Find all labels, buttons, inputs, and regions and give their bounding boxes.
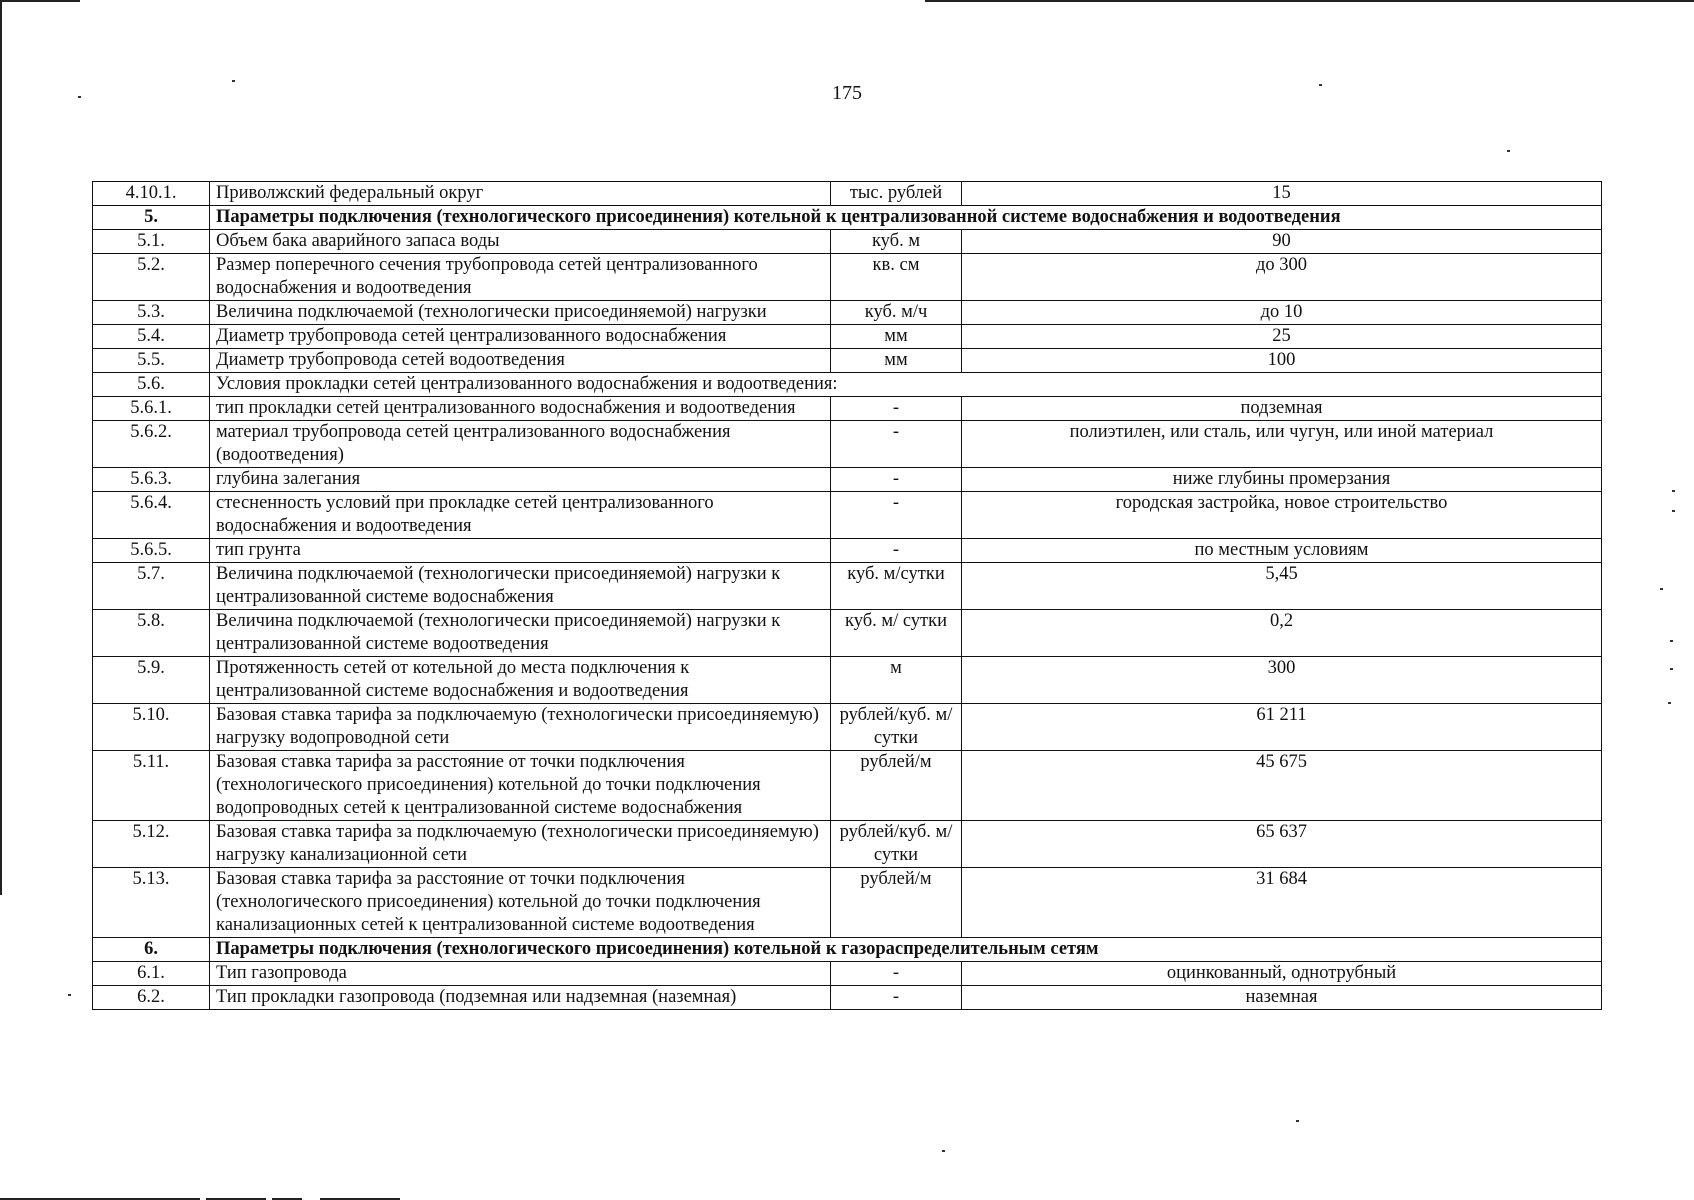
row-number: 5.6.4. bbox=[93, 492, 210, 539]
unit-cell: мм bbox=[831, 325, 962, 349]
row-number: 5.12. bbox=[93, 821, 210, 868]
parameter-name: Тип газопровода bbox=[210, 962, 831, 986]
row-number: 5.6.3. bbox=[93, 468, 210, 492]
parameter-name: Размер поперечного сечения трубопровода сетей централизованного водоснабжения и водоотведения bbox=[210, 254, 831, 301]
parameter-name: Базовая ставка тарифа за расстояние от точки подключения (технологического присоединения) котельной до точки подключения водопроводных сетей к централизованной системе водоснабжения bbox=[210, 751, 831, 821]
value-cell: до 10 bbox=[962, 301, 1602, 325]
unit-cell: - bbox=[831, 397, 962, 421]
row-number: 5.6. bbox=[93, 373, 210, 397]
section-number: 5. bbox=[93, 206, 210, 230]
row-number: 5.9. bbox=[93, 657, 210, 704]
value-cell: 90 bbox=[962, 230, 1602, 254]
table-row bbox=[93, 986, 1602, 1010]
scan-speck bbox=[1670, 668, 1673, 670]
parameters-table bbox=[92, 181, 1602, 1010]
table-row bbox=[93, 704, 1602, 751]
table-row bbox=[93, 657, 1602, 704]
unit-cell: куб. м/сутки bbox=[831, 563, 962, 610]
value-cell: 25 bbox=[962, 325, 1602, 349]
value-cell: 65 637 bbox=[962, 821, 1602, 868]
parameter-name: Базовая ставка тарифа за расстояние от точки подключения (технологического присоединения) котельной до точки подключения канализационных сетей к централизованной системе водоотведения bbox=[210, 868, 831, 938]
scan-speck bbox=[1507, 150, 1510, 152]
scan-speck bbox=[1296, 1120, 1299, 1122]
scan-speck bbox=[1672, 490, 1675, 492]
table-row bbox=[93, 182, 1602, 206]
unit-cell: - bbox=[831, 962, 962, 986]
table-row bbox=[93, 539, 1602, 563]
unit-cell: - bbox=[831, 986, 962, 1010]
parameter-name: Приволжский федеральный округ bbox=[210, 182, 831, 206]
parameter-name: глубина залегания bbox=[210, 468, 831, 492]
unit-cell: рублей/куб. м/сутки bbox=[831, 704, 962, 751]
parameter-name: Протяженность сетей от котельной до места подключения к централизованной системе водоснабжения и водоотведения bbox=[210, 657, 831, 704]
value-cell: наземная bbox=[962, 986, 1602, 1010]
value-cell: полиэтилен, или сталь, или чугун, или иной материал bbox=[962, 421, 1602, 468]
table-row bbox=[93, 397, 1602, 421]
table-body bbox=[93, 182, 1602, 1010]
table-row bbox=[93, 468, 1602, 492]
value-cell: 100 bbox=[962, 349, 1602, 373]
table-row bbox=[93, 349, 1602, 373]
row-number: 5.4. bbox=[93, 325, 210, 349]
table-row bbox=[93, 421, 1602, 468]
value-cell: ниже глубины промерзания bbox=[962, 468, 1602, 492]
parameter-name: Величина подключаемой (технологически присоединяемой) нагрузки bbox=[210, 301, 831, 325]
row-number: 5.13. bbox=[93, 868, 210, 938]
unit-cell: - bbox=[831, 492, 962, 539]
unit-cell: кв. см bbox=[831, 254, 962, 301]
table-row bbox=[93, 492, 1602, 539]
unit-cell: мм bbox=[831, 349, 962, 373]
value-cell: 5,45 bbox=[962, 563, 1602, 610]
unit-cell: куб. м/ч bbox=[831, 301, 962, 325]
table-row bbox=[93, 821, 1602, 868]
unit-cell: - bbox=[831, 539, 962, 563]
section-title: Параметры подключения (технологического присоединения) котельной к централизованной системе водоснабжения и водоотведения bbox=[210, 206, 1602, 230]
value-cell: по местным условиям bbox=[962, 539, 1602, 563]
parameter-name: Объем бака аварийного запаса воды bbox=[210, 230, 831, 254]
row-number: 5.2. bbox=[93, 254, 210, 301]
table-row bbox=[93, 301, 1602, 325]
value-cell: 15 bbox=[962, 182, 1602, 206]
row-number: 5.6.1. bbox=[93, 397, 210, 421]
unit-cell: рублей/м bbox=[831, 868, 962, 938]
table-row bbox=[93, 563, 1602, 610]
unit-cell: м bbox=[831, 657, 962, 704]
parameter-name: Базовая ставка тарифа за подключаемую (технологически присоединяемую) нагрузку канализационной сети bbox=[210, 821, 831, 868]
unit-cell: куб. м/ сутки bbox=[831, 610, 962, 657]
section-title: Параметры подключения (технологического присоединения) котельной к газораспределительным сетям bbox=[210, 938, 1602, 962]
row-number: 5.8. bbox=[93, 610, 210, 657]
scan-speck bbox=[1672, 510, 1675, 512]
table-row bbox=[93, 610, 1602, 657]
value-cell: 31 684 bbox=[962, 868, 1602, 938]
row-number: 5.1. bbox=[93, 230, 210, 254]
value-cell: до 300 bbox=[962, 254, 1602, 301]
parameter-name: Величина подключаемой (технологически присоединяемой) нагрузки к централизованной системе водоснабжения bbox=[210, 563, 831, 610]
parameter-name: Тип прокладки газопровода (подземная или надземная (наземная) bbox=[210, 986, 831, 1010]
scan-speck bbox=[1660, 588, 1663, 590]
parameter-name: тип прокладки сетей централизованного водоснабжения и водоотведения bbox=[210, 397, 831, 421]
row-number: 6.1. bbox=[93, 962, 210, 986]
scan-speck bbox=[1670, 640, 1673, 642]
row-number: 5.5. bbox=[93, 349, 210, 373]
page-number: 175 bbox=[832, 82, 862, 104]
row-number: 4.10.1. bbox=[93, 182, 210, 206]
row-number: 5.6.2. bbox=[93, 421, 210, 468]
value-cell: 61 211 bbox=[962, 704, 1602, 751]
value-cell: 300 bbox=[962, 657, 1602, 704]
row-number: 5.3. bbox=[93, 301, 210, 325]
parameter-name: Диаметр трубопровода сетей водоотведения bbox=[210, 349, 831, 373]
row-number: 5.6.5. bbox=[93, 539, 210, 563]
unit-cell: - bbox=[831, 421, 962, 468]
row-number: 6.2. bbox=[93, 986, 210, 1010]
section-number: 6. bbox=[93, 938, 210, 962]
scan-speck bbox=[68, 994, 71, 996]
scan-top-edge-right bbox=[925, 0, 1694, 2]
scan-speck bbox=[942, 1150, 945, 1152]
value-cell: оцинкованный, однотрубный bbox=[962, 962, 1602, 986]
unit-cell: тыс. рублей bbox=[831, 182, 962, 206]
unit-cell: рублей/м bbox=[831, 751, 962, 821]
scan-top-edge bbox=[0, 0, 80, 2]
row-number: 5.7. bbox=[93, 563, 210, 610]
table-row bbox=[93, 751, 1602, 821]
parameter-name: стесненность условий при прокладке сетей централизованного водоснабжения и водоотведения bbox=[210, 492, 831, 539]
value-cell: городская застройка, новое строительство bbox=[962, 492, 1602, 539]
value-cell: 45 675 bbox=[962, 751, 1602, 821]
row-number: 5.11. bbox=[93, 751, 210, 821]
unit-cell: рублей/куб. м/сутки bbox=[831, 821, 962, 868]
unit-cell: куб. м bbox=[831, 230, 962, 254]
parameter-name: материал трубопровода сетей централизованного водоснабжения (водоотведения) bbox=[210, 421, 831, 468]
value-cell: подземная bbox=[962, 397, 1602, 421]
value-cell: 0,2 bbox=[962, 610, 1602, 657]
unit-cell: - bbox=[831, 468, 962, 492]
table-row bbox=[93, 230, 1602, 254]
scan-edge-line bbox=[0, 0, 2, 895]
table-row bbox=[93, 962, 1602, 986]
subsection-row bbox=[93, 373, 1602, 397]
parameter-name: Величина подключаемой (технологически присоединяемой) нагрузки к централизованной системе водоотведения bbox=[210, 610, 831, 657]
scan-speck bbox=[1668, 702, 1671, 704]
table-row bbox=[93, 325, 1602, 349]
table-row bbox=[93, 868, 1602, 938]
section-header-row bbox=[93, 206, 1602, 230]
parameter-name: Базовая ставка тарифа за подключаемую (технологически присоединяемую) нагрузку водопроводной сети bbox=[210, 704, 831, 751]
table-row bbox=[93, 254, 1602, 301]
subsection-title: Условия прокладки сетей централизованного водоснабжения и водоотведения: bbox=[210, 373, 1602, 397]
section-header-row bbox=[93, 938, 1602, 962]
parameter-name: тип грунта bbox=[210, 539, 831, 563]
parameter-name: Диаметр трубопровода сетей централизованного водоснабжения bbox=[210, 325, 831, 349]
row-number: 5.10. bbox=[93, 704, 210, 751]
